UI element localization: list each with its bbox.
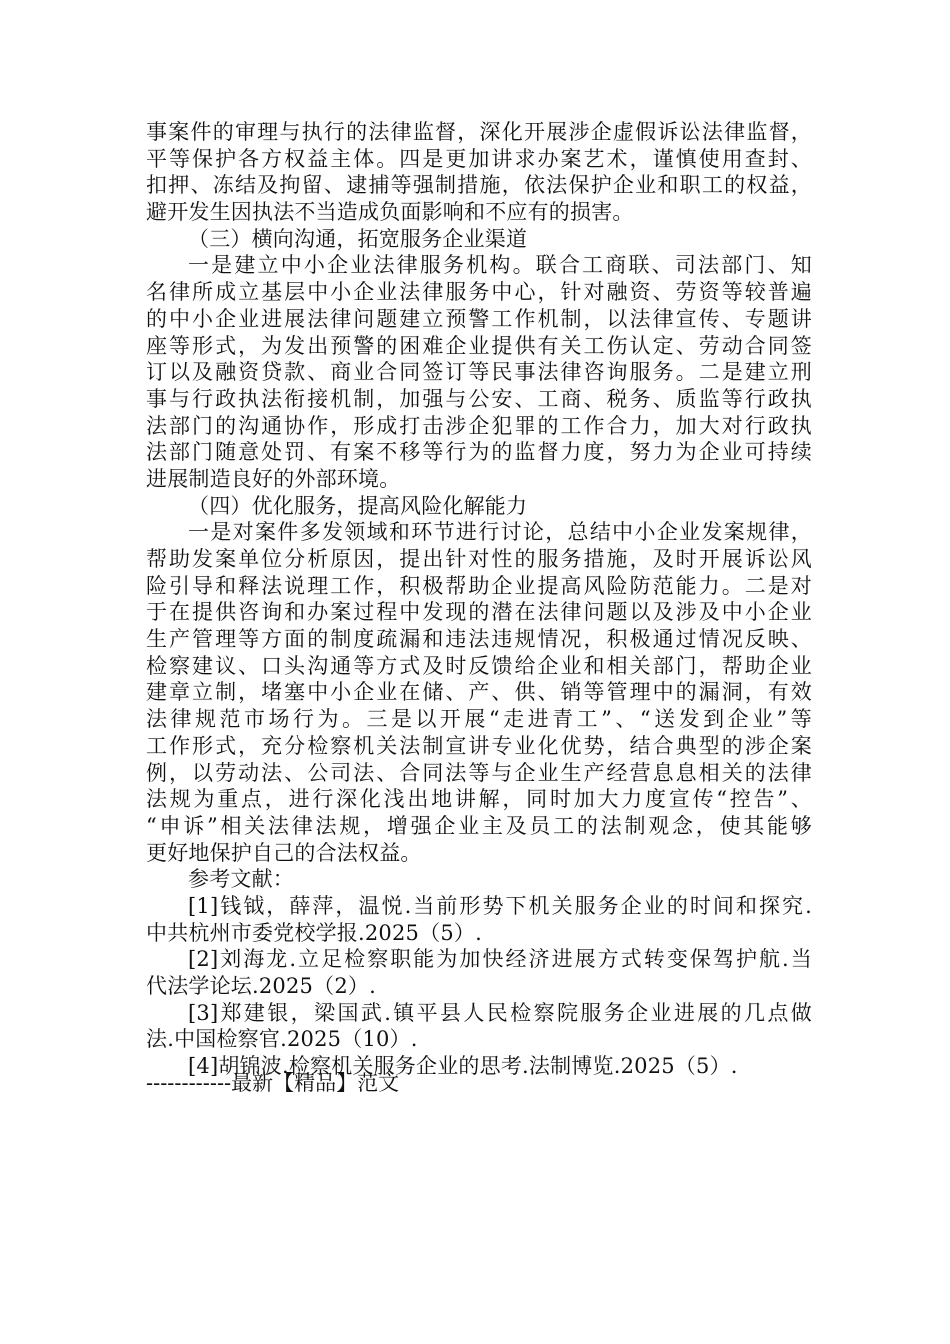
text-line: 法律规范市场行为。三是以开展“走进青工”、“送发到企业”等 (146, 707, 812, 732)
text-line: 中共杭州市委党校学报.2025（5）. (146, 920, 482, 945)
text-line: [4]胡锦波.检察机关服务企业的思考.法制博览.2025（5）. (188, 1054, 738, 1079)
text-line: 平等保护各方权益主体。四是更加讲求办案艺术，谨慎使用查封、 (146, 146, 812, 171)
text-line: 法规为重点，进行深化浅出地讲解，同时加大力度宣传“控告”、 (146, 787, 812, 812)
footer-text: ------------最新【精品】范文 (146, 1071, 400, 1095)
text-line: 例，以劳动法、公司法、合同法等与企业生产经营息息相关的法律 (146, 760, 812, 785)
text-line: （四）优化服务，提高风险化解能力 (188, 493, 528, 518)
text-line: 法部门的沟通协作，形成打击涉企犯罪的工作合力，加大对行政执 (146, 413, 812, 438)
text-line: “申诉”相关法律法规，增强企业主及员工的法制观念，使其能够 (146, 813, 812, 838)
text-line: 生产管理等方面的制度疏漏和违法违规情况，积极通过情况反映、 (146, 627, 812, 652)
text-line: 事与行政执法衔接机制，加强与公安、工商、税务、质监等行政执 (146, 386, 812, 411)
text-line: 险引导和释法说理工作，积极帮助企业提高风险防范能力。二是对 (146, 573, 812, 598)
text-line: 帮助发案单位分析原因，提出针对性的服务措施，及时开展诉讼风 (146, 547, 812, 571)
text-line: 于在提供咨询和办案过程中发现的潜在法律问题以及涉及中小企业 (146, 600, 812, 625)
text-line: [3]郑建银，梁国武.镇平县人民检察院服务企业进展的几点做 (188, 1000, 812, 1025)
text-line: 更好地保护自己的合法权益。 (146, 840, 422, 865)
text-line: [1]钱钺，薛萍，温悦.当前形势下机关服务企业的时间和探究. (188, 893, 812, 918)
text-line: 一是建立中小企业法律服务机构。联合工商联、司法部门、知 (188, 253, 812, 278)
text-line: 的中小企业进展法律问题建立预警工作机制，以法律宣传、专题讲 (146, 306, 812, 331)
text-line: 避开发生因执法不当造成负面影响和不应有的损害。 (146, 200, 634, 225)
text-line: 名律所成立基层中小企业法律服务中心，针对融资、劳资等较普遍 (146, 280, 812, 305)
text-line: 工作形式，充分检察机关法制宣讲专业化优势，结合典型的涉企案 (146, 733, 812, 758)
text-line: 进展制造良好的外部环境。 (146, 466, 401, 491)
text-line: 检察建议、口头沟通等方式及时反馈给企业和相关部门，帮助企业 (146, 653, 812, 678)
text-line: [2]刘海龙.立足检察职能为加快经济进展方式转变保驾护航.当 (188, 947, 812, 972)
text-line: 一是对案件多发领域和环节进行讨论，总结中小企业发案规律， (188, 520, 812, 545)
text-line: 建章立制，堵塞中小企业在储、产、供、销等管理中的漏洞，有效 (146, 680, 812, 705)
document-body (146, 119, 812, 1080)
text-line: 法部门随意处罚、有案不移等行为的监督力度，努力为企业可持续 (146, 440, 812, 465)
text-line: 法.中国检察官.2025（10）. (146, 1027, 418, 1052)
text-line: 扣押、冻结及拘留、逮捕等强制措施，依法保护企业和职工的权益， (146, 173, 812, 198)
text-line: （三）横向沟通，拓宽服务企业渠道 (188, 226, 528, 251)
text-line: 座等形式，为发出预警的困难企业提供有关工伤认定、劳动合同签 (146, 333, 812, 358)
text-line: 参考文献： (188, 867, 294, 892)
text-line: 事案件的审理与执行的法律监督，深化开展涉企虚假诉讼法律监督， (146, 120, 812, 144)
text-line: 订以及融资贷款、商业合同签订等民事法律咨询服务。二是建立刑 (146, 360, 812, 385)
text-line: 代法学论坛.2025（2）. (146, 974, 376, 998)
